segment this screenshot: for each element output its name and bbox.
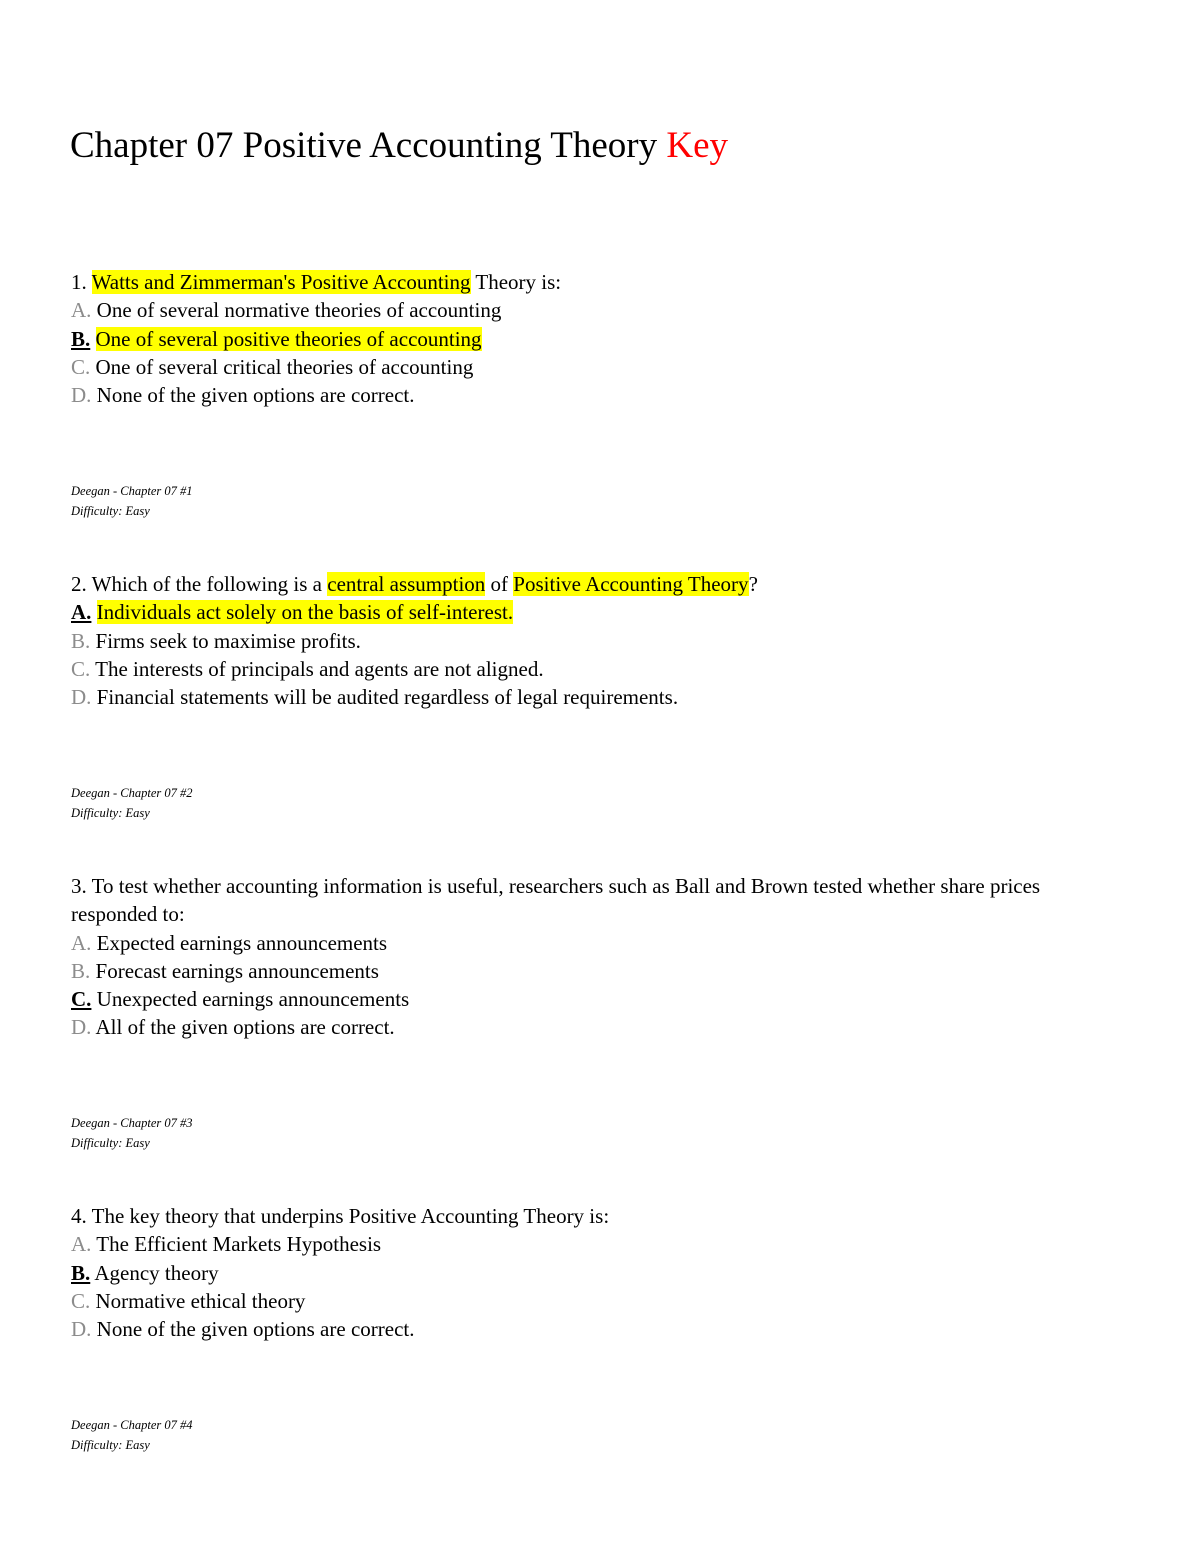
- question-number: 3.: [71, 874, 87, 898]
- question-4-meta: [71, 1416, 193, 1455]
- option-c: [71, 353, 1131, 381]
- question-1: [71, 268, 1131, 409]
- title-key: Key: [666, 125, 729, 166]
- option-d: [71, 1315, 1131, 1343]
- question-number: 2.: [71, 572, 87, 596]
- difficulty-label: Difficulty: Easy: [71, 503, 150, 518]
- question-stem: [71, 1202, 1131, 1230]
- question-2-meta: [71, 784, 193, 823]
- option-letter: B.: [71, 958, 91, 983]
- option-d: [71, 683, 1131, 711]
- question-4: [71, 1202, 1131, 1343]
- option-c: [71, 655, 1131, 683]
- page-title: [70, 124, 728, 168]
- option-a: [71, 929, 1131, 957]
- question-2: [71, 570, 1131, 711]
- option-letter: D.: [71, 1015, 92, 1040]
- option-letter: A.: [71, 1232, 92, 1257]
- question-stem: [71, 872, 1131, 929]
- option-text: All of the given options are correct.: [95, 1015, 395, 1040]
- option-text: Normative ethical theory: [95, 1288, 306, 1313]
- source-reference: Deegan - Chapter 07 #4: [71, 1418, 193, 1432]
- title-main: Chapter 07 Positive Accounting Theory: [70, 125, 658, 166]
- option-text: Firms seek to maximise profits.: [95, 628, 361, 653]
- highlighted-text: central assumption: [327, 572, 486, 596]
- option-text: One of several critical theories of accounting: [95, 354, 474, 379]
- option-letter: C.: [71, 354, 91, 379]
- option-d: [71, 381, 1131, 409]
- option-b-correct: [71, 1259, 1131, 1287]
- source-reference: Deegan - Chapter 07 #1: [71, 484, 193, 498]
- highlighted-text: Watts and Zimmerman's Positive Accounting: [91, 270, 471, 294]
- option-text: Forecast earnings announcements: [95, 958, 379, 983]
- difficulty-label: Difficulty: Easy: [71, 1437, 150, 1452]
- option-text: One of several positive theories of accounting: [95, 326, 482, 351]
- stem-text: Which of the following is a: [91, 572, 328, 596]
- option-text: None of the given options are correct.: [96, 383, 415, 408]
- question-number: 4.: [71, 1204, 87, 1228]
- question-1-meta: [71, 482, 193, 521]
- option-a: [71, 1230, 1131, 1258]
- option-b-correct: [71, 325, 1131, 353]
- option-letter: D.: [71, 383, 92, 408]
- option-text: The interests of principals and agents are not aligned.: [95, 656, 544, 681]
- question-3-meta: [71, 1114, 193, 1153]
- stem-text: Theory is:: [470, 270, 562, 294]
- option-text: One of several normative theories of accounting: [96, 298, 502, 323]
- option-letter: D.: [71, 1317, 92, 1342]
- source-reference: Deegan - Chapter 07 #2: [71, 786, 193, 800]
- difficulty-label: Difficulty: Easy: [71, 1135, 150, 1150]
- option-letter: B.: [71, 1260, 91, 1285]
- option-text: Expected earnings announcements: [96, 930, 388, 955]
- option-d: [71, 1013, 1131, 1041]
- option-c: [71, 1287, 1131, 1315]
- stem-text: To test whether accounting information is useful, researchers such as Ball and Brown tested whether share prices responded to:: [71, 874, 1041, 927]
- option-letter: C.: [71, 1288, 91, 1313]
- option-text: Agency theory: [94, 1260, 219, 1285]
- source-reference: Deegan - Chapter 07 #3: [71, 1116, 193, 1130]
- option-text: Financial statements will be audited regardless of legal requirements.: [96, 685, 679, 710]
- difficulty-label: Difficulty: Easy: [71, 805, 150, 820]
- question-stem: [71, 268, 1131, 296]
- highlighted-text: Positive Accounting Theory: [513, 572, 749, 596]
- option-text: The Efficient Markets Hypothesis: [96, 1232, 382, 1257]
- option-letter: C.: [71, 656, 91, 681]
- option-letter: D.: [71, 685, 92, 710]
- option-letter: A.: [71, 930, 92, 955]
- question-stem: [71, 570, 1131, 598]
- option-c-correct: [71, 985, 1131, 1013]
- option-a-correct: [71, 598, 1131, 626]
- option-b: [71, 627, 1131, 655]
- option-letter: B.: [71, 326, 91, 351]
- option-letter: A.: [71, 298, 92, 323]
- question-3: [71, 872, 1131, 1042]
- option-a: [71, 296, 1131, 324]
- question-number: 1.: [71, 270, 87, 294]
- stem-text: of: [485, 572, 514, 596]
- option-letter: C.: [71, 987, 92, 1012]
- option-text: None of the given options are correct.: [96, 1317, 415, 1342]
- option-text: Individuals act solely on the basis of self-interest.: [96, 600, 514, 625]
- option-b: [71, 957, 1131, 985]
- option-letter: A.: [71, 600, 92, 625]
- option-text: Unexpected earnings announcements: [96, 987, 410, 1012]
- stem-text: ?: [748, 572, 758, 596]
- option-letter: B.: [71, 628, 91, 653]
- stem-text: The key theory that underpins Positive Accounting Theory is:: [91, 1204, 610, 1228]
